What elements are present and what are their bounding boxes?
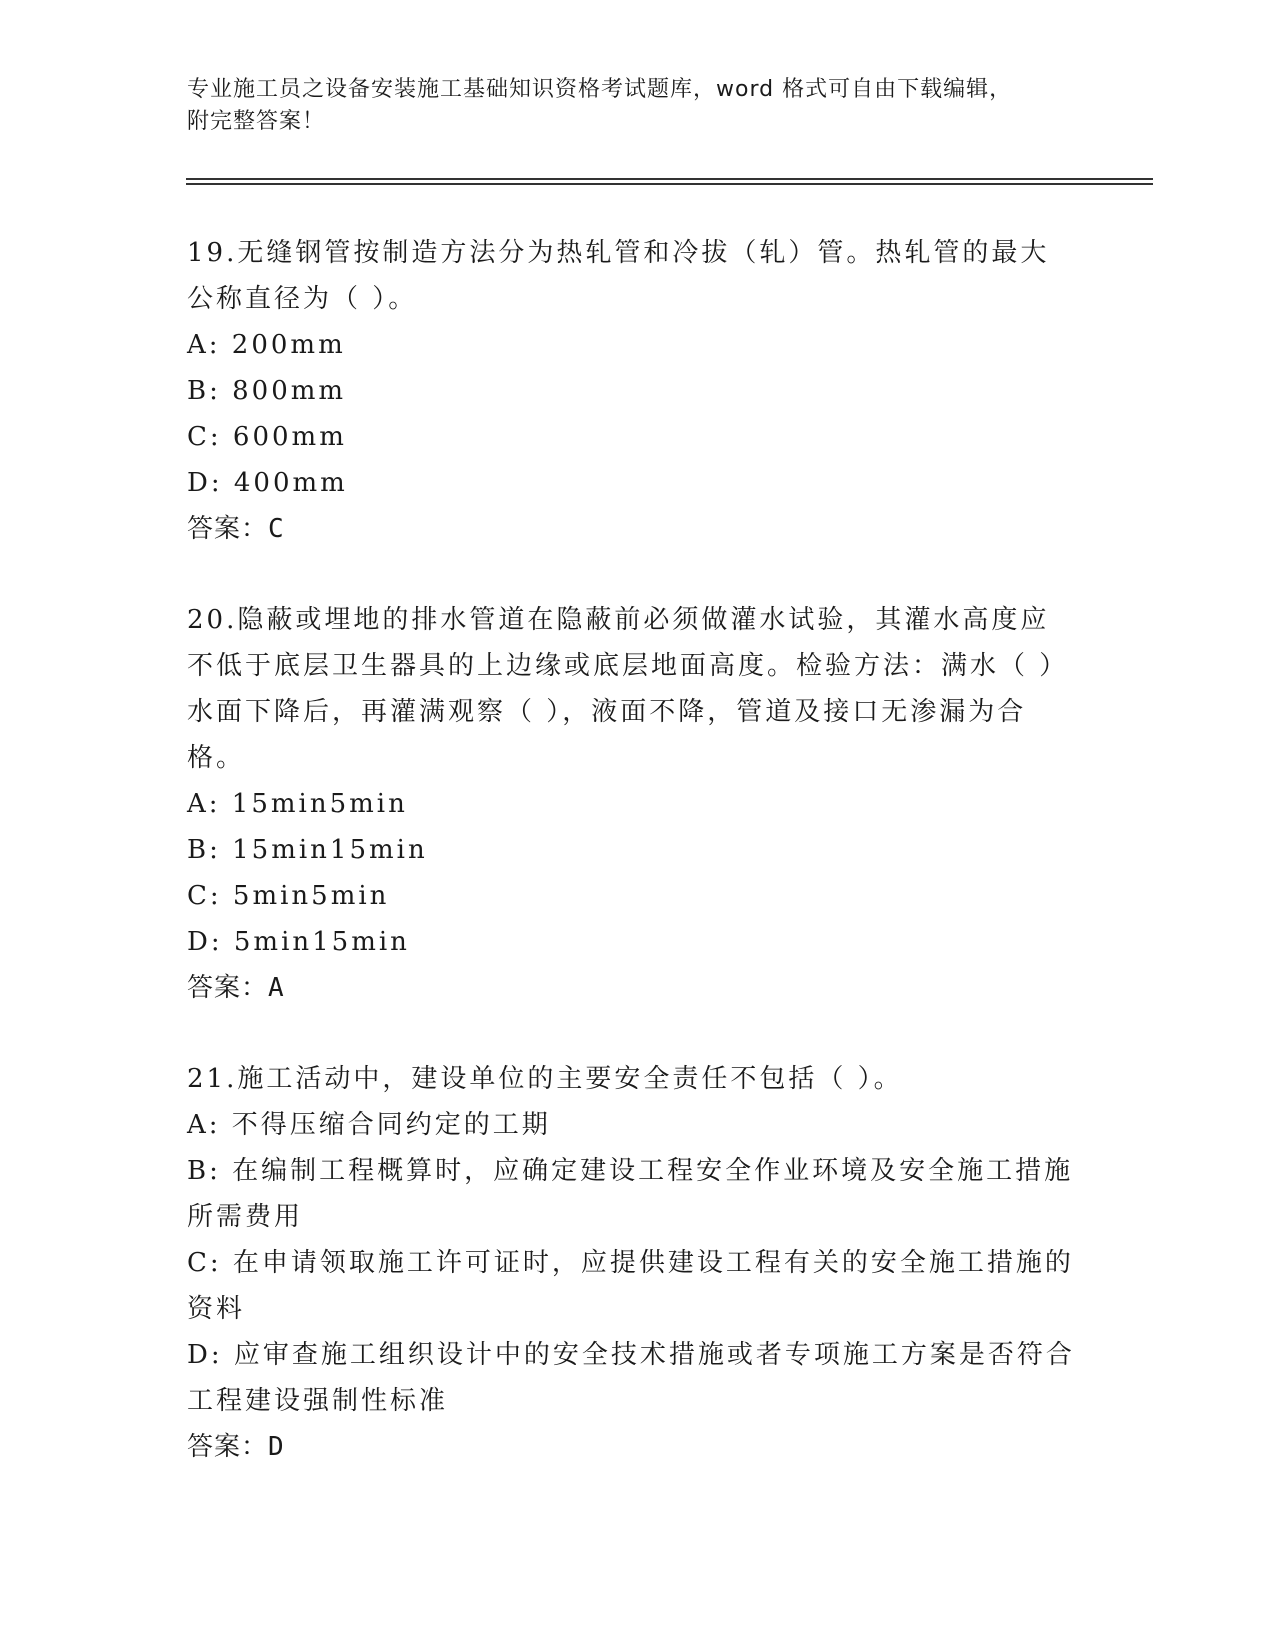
header-divider-top [186, 178, 1153, 180]
option-d: D: 400mm [187, 468, 348, 498]
option-a: A: 15min5min [187, 789, 408, 819]
question-stem: 21.施工活动中，建设单位的主要安全责任不包括（ ）。 [187, 1064, 903, 1094]
option-b: B: 15min15min [187, 835, 428, 865]
option-c: C: 在申请领取施工许可证时，应提供建设工程有关的安全施工措施的资料 [187, 1248, 1074, 1324]
question-stem: 20.隐蔽或埋地的排水管道在隐蔽前必须做灌水试验，其灌水高度应不低于底层卫生器具的上边缘或底层地面高度。检验方法：满水（ ）水面下降后，再灌满观察（ ），液面不降，管道及接口无渗漏为合格。 [187, 605, 1069, 773]
answer-value: A [268, 973, 285, 1003]
answer-line [187, 1424, 1077, 1470]
document-header [187, 74, 1087, 138]
question-stem: 19.无缝钢管按制造方法分为热轧管和冷拔（轧）管。热轧管的最大公称直径为（ ）。 [187, 238, 1050, 314]
answer-value: C [268, 514, 285, 544]
question-19 [187, 230, 1077, 552]
option-c: C: 600mm [187, 422, 347, 452]
option-d: D: 5min15min [187, 927, 410, 957]
question-20 [187, 597, 1077, 1011]
question-21 [187, 1056, 1077, 1470]
answer-line [187, 506, 1077, 552]
option-c: C: 5min5min [187, 881, 390, 911]
option-b: B: 800mm [187, 376, 347, 406]
header-line-1: 专业施工员之设备安装施工基础知识资格考试题库，word 格式可自由下载编辑， [187, 77, 1013, 102]
question-list [187, 230, 1077, 1515]
answer-label: 答案： [187, 514, 269, 544]
option-a: A: 不得压缩合同约定的工期 [187, 1110, 551, 1140]
header-line-2: 附完整答案！ [187, 109, 326, 134]
header-divider-bottom [186, 183, 1153, 185]
option-d: D: 应审查施工组织设计中的安全技术措施或者专项施工方案是否符合工程建设强制性标准 [187, 1340, 1075, 1416]
answer-label: 答案： [187, 973, 269, 1003]
answer-value: D [268, 1432, 285, 1462]
option-a: A: 200mm [187, 330, 346, 360]
answer-label: 答案： [187, 1432, 269, 1462]
answer-line [187, 965, 1077, 1011]
option-b: B: 在编制工程概算时，应确定建设工程安全作业环境及安全施工措施所需费用 [187, 1156, 1074, 1232]
